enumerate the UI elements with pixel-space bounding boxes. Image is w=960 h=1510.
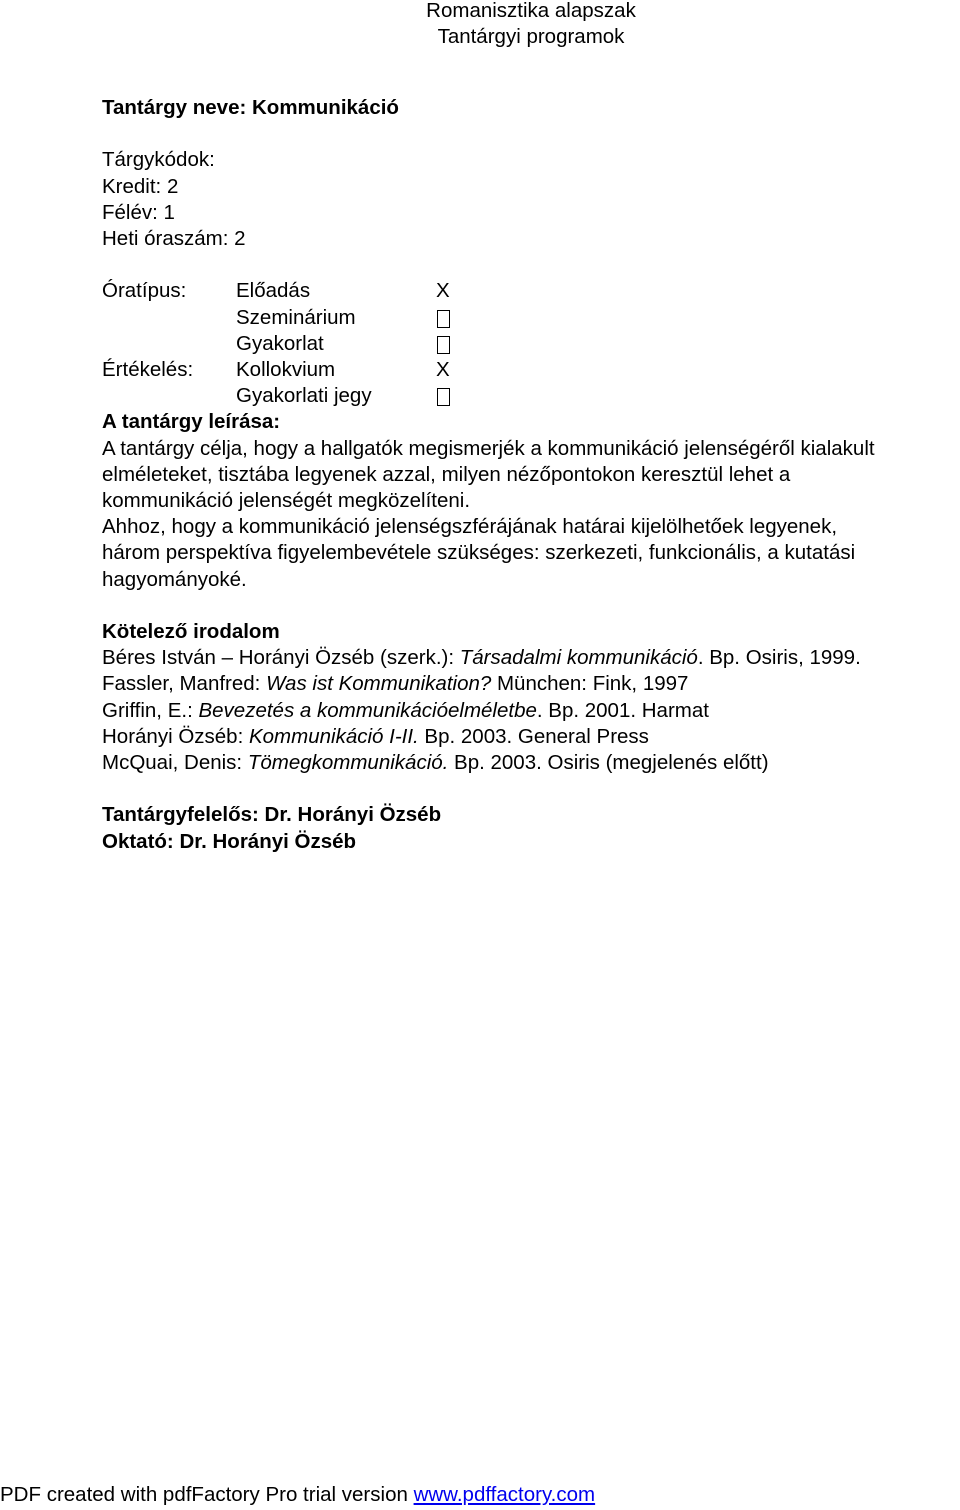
subject-credit: Kredit: 2 — [102, 174, 179, 198]
teacher: Oktató: Dr. Horányi Özséb — [102, 829, 357, 853]
literature-item: Horányi Özséb: Kommunikáció I-II. Bp. 2003. General Press — [102, 724, 649, 748]
text-line: Ahhoz, hogy a kommunikáció jelenségszférájának határai kijelölhetőek legyenek, — [102, 515, 838, 539]
text-line: A tantárgy célja, hogy a hallgatók megismerjék a kommunikáció jelenségéről kialakult — [102, 436, 875, 460]
empty-checkbox-icon — [437, 336, 450, 354]
literature-item: Griffin, E.: Bevezetés a kommunikációelméletbe. Bp. 2001. Harmat — [102, 698, 709, 722]
pdffactory-link[interactable]: www.pdffactory.com — [413, 1483, 596, 1506]
course-content — [102, 95, 960, 855]
responsible-person: Tantárgyfelelős: Dr. Horányi Özséb — [102, 803, 442, 827]
document-type: Tantárgyi programok — [437, 25, 625, 48]
course-type-item: Gyakorlat — [236, 331, 324, 355]
subject-codes: Tárgykódok: — [102, 148, 215, 172]
program-name: Romanisztika alapszak — [426, 0, 636, 22]
page-header — [0, 0, 960, 50]
course-type-label: Óratípus: — [102, 279, 187, 303]
literature-heading: Kötelező irodalom — [102, 620, 280, 643]
check-mark: X — [436, 357, 450, 381]
literature-item: Fassler, Manfred: Was ist Kommunikation? München: Fink, 1997 — [102, 672, 689, 696]
description-heading: A tantárgy leírása: — [102, 410, 281, 434]
empty-checkbox-icon — [437, 310, 450, 328]
text-line: kommunikáció jelenségét megközelíteni. — [102, 489, 471, 512]
text-line: hagyományoké. — [102, 567, 247, 591]
course-type-item: Előadás — [236, 279, 311, 303]
description-paragraph-1 — [102, 436, 960, 515]
literature-item: Béres István – Horányi Özséb (szerk.): Társadalmi kommunikáció. Bp. Osiris, 1999. — [102, 646, 861, 670]
course-type-grid — [102, 278, 960, 409]
pdf-footer — [0, 1482, 595, 1508]
subject-semester: Félév: 1 — [102, 200, 175, 224]
literature-item: McQuai, Denis: Tömegkommunikáció. Bp. 2003. Osiris (megjelenés előtt) — [102, 751, 769, 775]
text-line: elméleteket, tisztába legyenek azzal, milyen nézőpontokon keresztül lehet a — [102, 462, 791, 486]
text-line: három perspektíva figyelembevétele szükséges: szerkezeti, funkcionális, a kutatási — [102, 541, 856, 565]
subject-hours: Heti óraszám: 2 — [102, 227, 246, 250]
course-type-item: Szeminárium — [236, 305, 356, 329]
footer-text: PDF created with pdfFactory Pro trial version — [0, 1483, 414, 1506]
description-paragraph-2 — [102, 514, 960, 593]
empty-checkbox-icon — [437, 388, 450, 406]
evaluation-label: Értékelés: — [102, 357, 194, 381]
check-mark: X — [436, 279, 450, 303]
evaluation-item: Gyakorlati jegy — [236, 384, 372, 408]
evaluation-item: Kollokvium — [236, 357, 336, 381]
subject-title: Tantárgy neve: Kommunikáció — [102, 96, 399, 119]
